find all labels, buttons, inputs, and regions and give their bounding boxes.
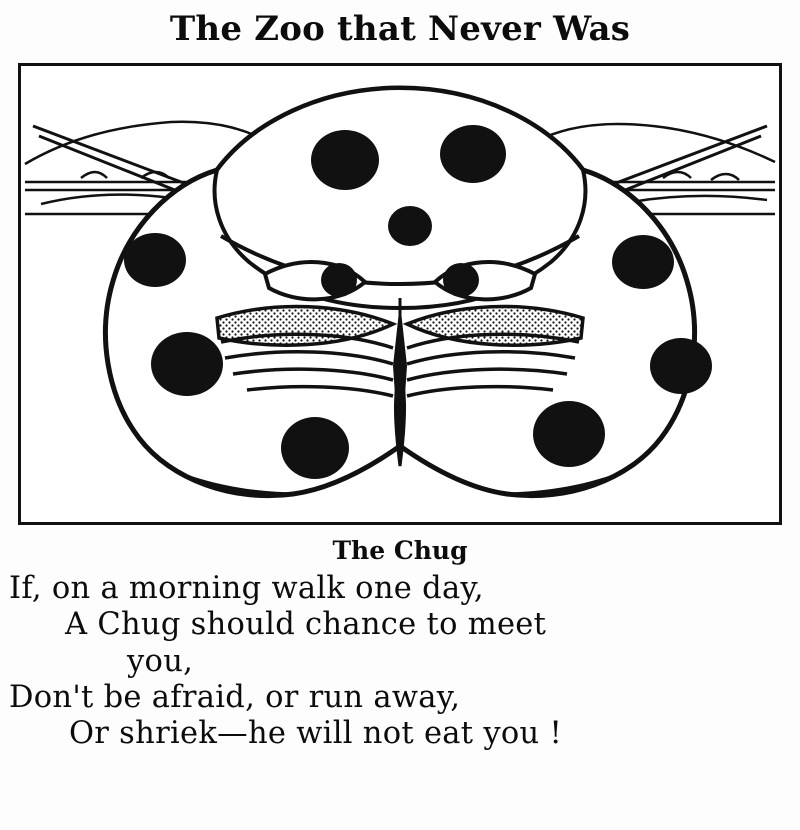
poem-line: Don't be afraid, or run away, <box>9 679 461 715</box>
page-title: The Zoo that Never Was <box>169 9 631 49</box>
poem-line: you, <box>127 643 194 679</box>
poem-line: If, on a morning walk one day, <box>9 571 484 606</box>
poem-block <box>9 571 791 752</box>
poem-line: A Chug should chance to meet <box>65 607 547 643</box>
poem-line: Or shriek—he will not eat you ! <box>69 716 563 752</box>
illustration-caption: The Chug <box>332 536 468 565</box>
illustration-frame <box>18 63 782 525</box>
chug-creature-drawing <box>21 66 779 522</box>
